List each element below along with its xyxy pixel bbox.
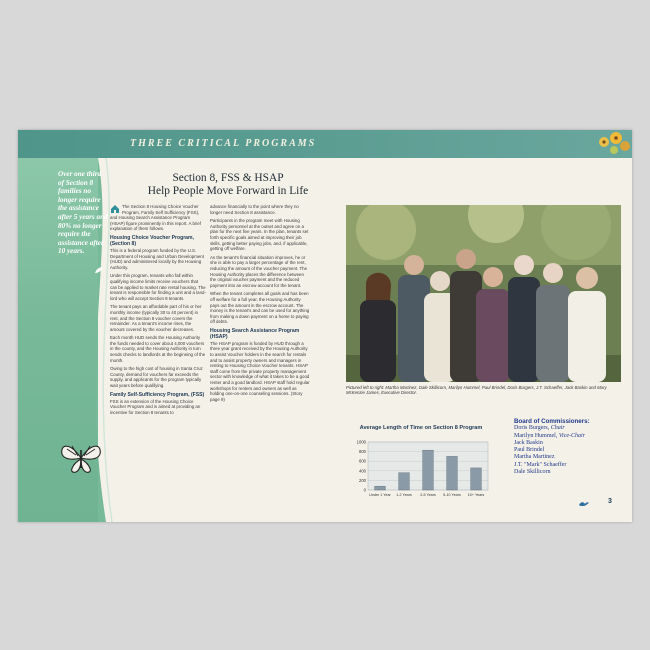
hsap-heading: Housing Search Assistance Program (HSAP) [210, 327, 300, 340]
bar [399, 473, 410, 490]
board-member [514, 469, 624, 476]
board-of-commissioners [514, 418, 624, 476]
board-member-name: Marilyn Hummel, [514, 432, 559, 439]
paragraph: The HSAP program is funded by HUD through a three year grant received by the Housing Authority to assist Voucher holders in the search for rentals and to assist property owners and managers in renting to Housing Choice Voucher tenants. HSAP staff come from the private property management sector with knowledge of what it takes to be a good renter and a good landlord. HSAP staff hold regular workshops for renters and owners as well as holding one-on-one counseling sessions. (Story page 9) [210, 340, 310, 402]
paragraph: As the tenant's financial situation improves, he or she is able to pay a larger percentage of the rent, reducing the amount of the voucher payment. The Housing Authority places the difference between the original voucher payment and the reduced payment into an escrow account for the tenant. [210, 254, 308, 288]
article-column-1 [110, 204, 206, 418]
board-member-name: Martha Martinez [514, 454, 555, 461]
board-member-role: Vice-Chair [558, 432, 586, 439]
header-title: THREE CRITICAL PROGRAMS [130, 138, 317, 149]
house-icon [110, 204, 120, 213]
page-number: 3 [608, 498, 612, 505]
chart-title: Average Length of Time on Section 8 Program [359, 425, 483, 431]
length-of-time-chart [346, 422, 496, 504]
board-member-list [514, 425, 624, 476]
paragraph: This is a federal program funded by the U.S. Department of Housing and Urban Development (HUD) and administered locally by the Housing Authority. [110, 247, 204, 270]
y-tick-label: 0 [363, 487, 366, 493]
x-tick-label: 1-2 Years [396, 493, 412, 497]
butterfly-icon [58, 440, 104, 476]
article-column-2 [210, 204, 310, 405]
board-member [514, 454, 624, 461]
board-member-name: Paul Brindel [514, 447, 545, 454]
bar [375, 486, 386, 490]
board-member-name: J.T. "Mark" Schaeffer [514, 461, 567, 468]
board-member-name: Jack Baskin [514, 439, 543, 446]
paragraph: When the tenant completes all goals and has been off welfare for a full year, the Housing Authority pays out the amount in the escrow account. The money is the tenant's and can be used for anything from making a down payment on a home to paying off debts. [210, 291, 310, 325]
board-heading: Board of Commissioners: [514, 418, 590, 425]
board-member [514, 433, 624, 440]
board-member [514, 462, 624, 469]
x-tick-label: 2-5 Years [420, 493, 436, 497]
bar [447, 456, 458, 490]
article-title [110, 172, 346, 198]
section8-heading: Housing Choice Voucher Program, (Section 8) [110, 234, 194, 247]
paragraph: Owing to the high cost of housing in Santa Cruz County, demand for vouchers far exceeds the supply, and applicants for the program typically wait years before qualifying. [110, 366, 203, 389]
brochure-spread [18, 130, 632, 522]
board-member [514, 447, 624, 454]
intro-paragraph: The Section 8 Housing Choice Voucher Program, Family Self Sufficiency (FSS), and Housing Search Assistance Program (HSAP) figure prominently in this report. A brief explanation of them follows. [110, 204, 202, 232]
paragraph: Participants in the program meet with Housing Authority personnel at the outset and agree on a plan for the next five years. In the plan, tenants set forth specific goals aimed at improving their job skills, getting better paying jobs, and, if applicable, getting off welfare. [210, 218, 309, 252]
header-band [18, 130, 632, 158]
board-member [514, 440, 624, 447]
x-tick-label: Under 1 Year [369, 493, 391, 497]
flowers-icon [592, 130, 632, 160]
bar [423, 450, 434, 490]
group-photo [346, 205, 621, 382]
board-member [514, 425, 624, 432]
chart-plot [346, 422, 496, 504]
y-tick-label: 1000 [356, 439, 366, 445]
bird-icon [578, 500, 590, 507]
y-tick-label: 200 [359, 477, 366, 483]
y-tick-label: 800 [359, 449, 366, 455]
article-title-line1: Section 8, FSS & HSAP [172, 172, 284, 184]
board-member-name: Dale Skillicorn [514, 469, 551, 476]
x-tick-label: 5-10 Years [443, 493, 461, 497]
board-member-name: Doris Burgers, [514, 425, 551, 432]
bar [471, 468, 482, 490]
y-tick-label: 600 [359, 458, 366, 464]
paragraph: FSS is an extension of the Housing Choice Voucher Program and is aimed at providing an incentive for Section 8 tenants to [110, 398, 201, 415]
paragraph: Each month HUD sends the Housing Authority the funds needed to cover about 4,000 vouchers in the county, and the Housing Authority in turn sends checks to landlords at the beginning of the month. [110, 335, 206, 363]
y-tick-label: 400 [359, 468, 366, 474]
fss-heading: Family Self-Sufficiency Program, (FSS) [110, 391, 205, 398]
paragraph: Under this program, tenants who fall within qualifying income limits receive vouchers that can be applied to market rate rental housing. The tenant is responsible for finding a unit and a land-lord who will accept Section 8 tenants. [110, 273, 206, 301]
paragraph: The tenant pays an affordable part of his or her monthly income (typically 30 to 40 percent) in rent, and the Section 8 voucher covers the remainder. As a tenant's income rises, the amount covered by the voucher decreases. [110, 304, 202, 332]
sidebar-quote: Over one third of Section 8 families no longer require the assistance after 5 years and 80% no longer require the assistance after 10 years. [58, 170, 108, 256]
leaf-icon [94, 266, 104, 274]
photo-caption: Pictured left to right: Martha Martinez, Dale Skillicorn, Marilyn Hummel, Paul Brindel, Doris Burgers, J.T. Schaeffer, Jack Baskin and Mary McKenzie James, Executive Director. [346, 385, 607, 396]
x-tick-label: 10+ Years [467, 493, 485, 497]
paragraph: advance financially to the point where they no longer need Section 8 assistance. [210, 204, 299, 215]
article-title-line2: Help People Move Forward in Life [147, 185, 309, 197]
board-member-role: Chair [550, 425, 565, 432]
